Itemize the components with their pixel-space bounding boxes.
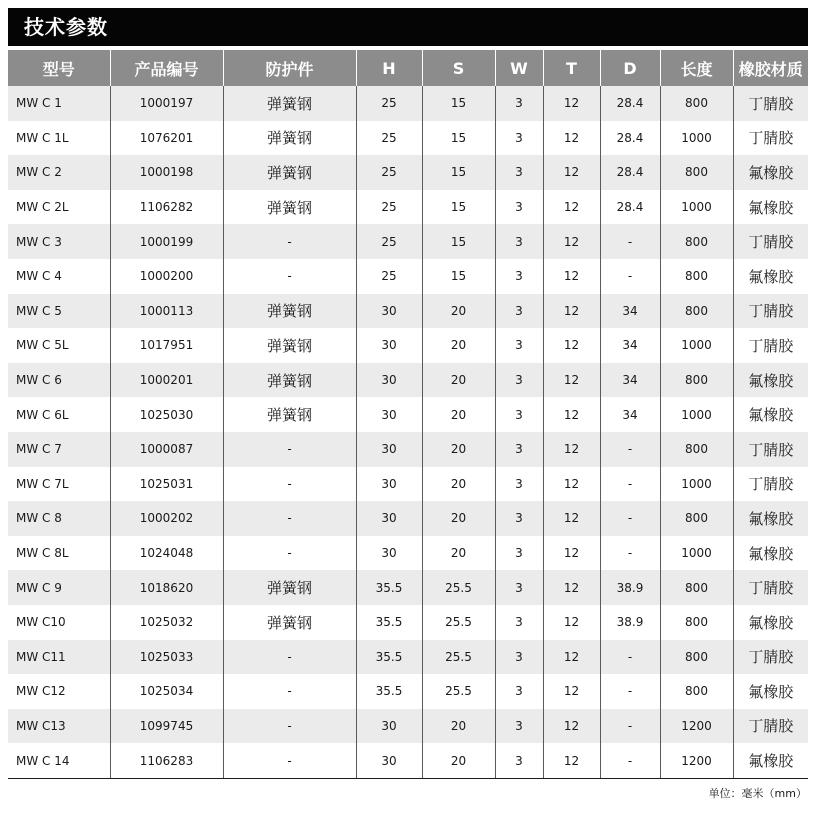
cell-protector: -	[223, 640, 356, 675]
cell-rubber-material: 丁腈胶	[733, 640, 808, 675]
cell-d: -	[600, 674, 660, 709]
cell-protector: -	[223, 467, 356, 502]
cell-protector: 弹簧钢	[223, 294, 356, 329]
cell-product-number: 1024048	[110, 536, 223, 571]
cell-length: 800	[660, 432, 733, 467]
cell-s: 20	[422, 363, 495, 398]
cell-protector: 弹簧钢	[223, 155, 356, 190]
cell-t: 12	[543, 224, 600, 259]
cell-protector: 弹簧钢	[223, 397, 356, 432]
cell-protector: -	[223, 536, 356, 571]
cell-h: 35.5	[356, 570, 422, 605]
cell-model: MW C 7L	[8, 467, 110, 502]
cell-h: 30	[356, 397, 422, 432]
col-header-h: H	[356, 50, 422, 86]
cell-length: 800	[660, 155, 733, 190]
cell-d: 28.4	[600, 155, 660, 190]
cell-rubber-material: 氟橡胶	[733, 501, 808, 536]
cell-w: 3	[495, 224, 543, 259]
cell-h: 35.5	[356, 605, 422, 640]
cell-s: 15	[422, 224, 495, 259]
page-title: 技术参数	[8, 8, 808, 46]
col-header-d: D	[600, 50, 660, 86]
table-row	[8, 709, 808, 744]
cell-model: MW C12	[8, 674, 110, 709]
col-header-protector: 防护件	[223, 50, 356, 86]
cell-s: 20	[422, 536, 495, 571]
cell-rubber-material: 氟橡胶	[733, 605, 808, 640]
table-body	[8, 86, 808, 778]
cell-product-number: 1099745	[110, 709, 223, 744]
cell-product-number: 1017951	[110, 328, 223, 363]
cell-t: 12	[543, 501, 600, 536]
cell-h: 25	[356, 121, 422, 156]
cell-t: 12	[543, 294, 600, 329]
table-row	[8, 328, 808, 363]
col-header-product-number: 产品编号	[110, 50, 223, 86]
cell-product-number: 1025031	[110, 467, 223, 502]
cell-w: 3	[495, 674, 543, 709]
cell-rubber-material: 丁腈胶	[733, 86, 808, 121]
cell-product-number: 1000197	[110, 86, 223, 121]
cell-model: MW C 9	[8, 570, 110, 605]
cell-s: 25.5	[422, 674, 495, 709]
cell-s: 20	[422, 467, 495, 502]
cell-h: 25	[356, 86, 422, 121]
table-row	[8, 397, 808, 432]
cell-length: 800	[660, 363, 733, 398]
cell-w: 3	[495, 294, 543, 329]
cell-s: 25.5	[422, 605, 495, 640]
cell-model: MW C 1	[8, 86, 110, 121]
table-row	[8, 121, 808, 156]
cell-t: 12	[543, 397, 600, 432]
cell-h: 30	[356, 363, 422, 398]
cell-model: MW C 5	[8, 294, 110, 329]
cell-h: 25	[356, 190, 422, 225]
cell-length: 1000	[660, 536, 733, 571]
cell-product-number: 1025034	[110, 674, 223, 709]
cell-d: -	[600, 432, 660, 467]
cell-d: -	[600, 709, 660, 744]
cell-product-number: 1106283	[110, 743, 223, 778]
cell-protector: 弹簧钢	[223, 121, 356, 156]
cell-model: MW C 3	[8, 224, 110, 259]
table-row	[8, 467, 808, 502]
cell-length: 1000	[660, 467, 733, 502]
cell-s: 15	[422, 86, 495, 121]
cell-w: 3	[495, 640, 543, 675]
cell-h: 35.5	[356, 674, 422, 709]
cell-w: 3	[495, 155, 543, 190]
cell-length: 800	[660, 640, 733, 675]
cell-w: 3	[495, 536, 543, 571]
col-header-model: 型号	[8, 50, 110, 86]
cell-product-number: 1025033	[110, 640, 223, 675]
cell-h: 30	[356, 328, 422, 363]
cell-d: -	[600, 224, 660, 259]
cell-protector: -	[223, 743, 356, 778]
table-row	[8, 674, 808, 709]
cell-length: 800	[660, 224, 733, 259]
cell-s: 20	[422, 397, 495, 432]
cell-product-number: 1000201	[110, 363, 223, 398]
cell-protector: -	[223, 224, 356, 259]
cell-model: MW C 2L	[8, 190, 110, 225]
cell-protector: 弹簧钢	[223, 570, 356, 605]
cell-w: 3	[495, 570, 543, 605]
cell-length: 1200	[660, 709, 733, 744]
cell-length: 800	[660, 294, 733, 329]
cell-length: 800	[660, 259, 733, 294]
cell-rubber-material: 氟橡胶	[733, 397, 808, 432]
cell-model: MW C 6	[8, 363, 110, 398]
col-header-s: S	[422, 50, 495, 86]
cell-t: 12	[543, 363, 600, 398]
cell-product-number: 1018620	[110, 570, 223, 605]
cell-d: -	[600, 259, 660, 294]
table-row	[8, 363, 808, 398]
cell-w: 3	[495, 743, 543, 778]
cell-product-number: 1076201	[110, 121, 223, 156]
cell-t: 12	[543, 328, 600, 363]
table-row	[8, 432, 808, 467]
cell-t: 12	[543, 432, 600, 467]
cell-product-number: 1000199	[110, 224, 223, 259]
cell-h: 30	[356, 743, 422, 778]
cell-rubber-material: 氟橡胶	[733, 190, 808, 225]
cell-protector: -	[223, 709, 356, 744]
cell-rubber-material: 氟橡胶	[733, 674, 808, 709]
cell-d: 34	[600, 328, 660, 363]
cell-s: 20	[422, 501, 495, 536]
cell-product-number: 1000202	[110, 501, 223, 536]
cell-t: 12	[543, 86, 600, 121]
cell-d: -	[600, 467, 660, 502]
cell-w: 3	[495, 259, 543, 294]
table-row	[8, 605, 808, 640]
table-header-row	[8, 50, 808, 86]
cell-model: MW C 5L	[8, 328, 110, 363]
cell-product-number: 1106282	[110, 190, 223, 225]
cell-s: 20	[422, 432, 495, 467]
cell-protector: 弹簧钢	[223, 190, 356, 225]
unit-note: 单位：毫米（mm）	[708, 787, 807, 800]
table-row	[8, 224, 808, 259]
cell-length: 800	[660, 570, 733, 605]
cell-s: 20	[422, 743, 495, 778]
cell-d: 38.9	[600, 570, 660, 605]
cell-t: 12	[543, 190, 600, 225]
table-row	[8, 86, 808, 121]
cell-protector: -	[223, 432, 356, 467]
cell-rubber-material: 丁腈胶	[733, 224, 808, 259]
cell-model: MW C 8L	[8, 536, 110, 571]
cell-t: 12	[543, 121, 600, 156]
spec-table	[8, 50, 808, 778]
col-header-w: W	[495, 50, 543, 86]
cell-s: 15	[422, 155, 495, 190]
cell-model: MW C13	[8, 709, 110, 744]
cell-model: MW C 2	[8, 155, 110, 190]
cell-rubber-material: 氟橡胶	[733, 155, 808, 190]
cell-w: 3	[495, 328, 543, 363]
cell-protector: -	[223, 674, 356, 709]
cell-h: 30	[356, 432, 422, 467]
cell-d: 34	[600, 294, 660, 329]
cell-s: 20	[422, 328, 495, 363]
cell-rubber-material: 氟橡胶	[733, 536, 808, 571]
cell-rubber-material: 氟橡胶	[733, 363, 808, 398]
cell-rubber-material: 丁腈胶	[733, 432, 808, 467]
cell-model: MW C 7	[8, 432, 110, 467]
table-row	[8, 259, 808, 294]
table-row	[8, 155, 808, 190]
cell-d: 38.9	[600, 605, 660, 640]
cell-w: 3	[495, 709, 543, 744]
cell-protector: -	[223, 501, 356, 536]
cell-length: 800	[660, 86, 733, 121]
cell-rubber-material: 氟橡胶	[733, 743, 808, 778]
table-row	[8, 536, 808, 571]
cell-w: 3	[495, 432, 543, 467]
cell-protector: -	[223, 259, 356, 294]
cell-t: 12	[543, 155, 600, 190]
cell-d: 34	[600, 363, 660, 398]
table-row	[8, 190, 808, 225]
cell-h: 30	[356, 536, 422, 571]
cell-length: 800	[660, 674, 733, 709]
cell-model: MW C10	[8, 605, 110, 640]
cell-length: 1000	[660, 121, 733, 156]
cell-h: 25	[356, 259, 422, 294]
cell-rubber-material: 丁腈胶	[733, 121, 808, 156]
cell-d: -	[600, 640, 660, 675]
cell-t: 12	[543, 605, 600, 640]
cell-d: 28.4	[600, 86, 660, 121]
cell-t: 12	[543, 743, 600, 778]
cell-d: 34	[600, 397, 660, 432]
cell-length: 800	[660, 501, 733, 536]
cell-rubber-material: 氟橡胶	[733, 259, 808, 294]
cell-w: 3	[495, 605, 543, 640]
table-row	[8, 743, 808, 778]
cell-model: MW C 14	[8, 743, 110, 778]
cell-d: 28.4	[600, 121, 660, 156]
cell-t: 12	[543, 536, 600, 571]
cell-product-number: 1025030	[110, 397, 223, 432]
cell-s: 20	[422, 709, 495, 744]
cell-h: 30	[356, 294, 422, 329]
cell-length: 1200	[660, 743, 733, 778]
cell-product-number: 1000087	[110, 432, 223, 467]
cell-model: MW C 4	[8, 259, 110, 294]
cell-d: -	[600, 501, 660, 536]
cell-product-number: 1000113	[110, 294, 223, 329]
cell-s: 15	[422, 121, 495, 156]
table-row	[8, 570, 808, 605]
cell-t: 12	[543, 674, 600, 709]
cell-s: 25.5	[422, 640, 495, 675]
cell-rubber-material: 丁腈胶	[733, 294, 808, 329]
cell-w: 3	[495, 501, 543, 536]
cell-h: 30	[356, 709, 422, 744]
cell-product-number: 1000198	[110, 155, 223, 190]
cell-product-number: 1025032	[110, 605, 223, 640]
cell-length: 800	[660, 605, 733, 640]
table-row	[8, 294, 808, 329]
cell-protector: 弹簧钢	[223, 605, 356, 640]
cell-t: 12	[543, 570, 600, 605]
cell-t: 12	[543, 259, 600, 294]
cell-length: 1000	[660, 190, 733, 225]
cell-d: -	[600, 743, 660, 778]
table-row	[8, 640, 808, 675]
cell-s: 15	[422, 259, 495, 294]
cell-s: 15	[422, 190, 495, 225]
cell-w: 3	[495, 467, 543, 502]
cell-model: MW C 6L	[8, 397, 110, 432]
cell-h: 25	[356, 155, 422, 190]
cell-model: MW C 8	[8, 501, 110, 536]
bottom-divider	[8, 778, 808, 779]
cell-w: 3	[495, 363, 543, 398]
cell-length: 1000	[660, 397, 733, 432]
cell-rubber-material: 丁腈胶	[733, 328, 808, 363]
col-header-t: T	[543, 50, 600, 86]
cell-protector: 弹簧钢	[223, 363, 356, 398]
cell-length: 1000	[660, 328, 733, 363]
cell-rubber-material: 丁腈胶	[733, 709, 808, 744]
cell-w: 3	[495, 121, 543, 156]
cell-w: 3	[495, 190, 543, 225]
cell-h: 25	[356, 224, 422, 259]
cell-h: 30	[356, 467, 422, 502]
cell-t: 12	[543, 709, 600, 744]
cell-s: 20	[422, 294, 495, 329]
cell-d: 28.4	[600, 190, 660, 225]
col-header-rubber-material: 橡胶材质	[733, 50, 808, 86]
cell-s: 25.5	[422, 570, 495, 605]
table-row	[8, 501, 808, 536]
cell-h: 30	[356, 501, 422, 536]
cell-product-number: 1000200	[110, 259, 223, 294]
cell-w: 3	[495, 397, 543, 432]
cell-h: 35.5	[356, 640, 422, 675]
cell-t: 12	[543, 467, 600, 502]
cell-rubber-material: 丁腈胶	[733, 570, 808, 605]
cell-t: 12	[543, 640, 600, 675]
col-header-length: 长度	[660, 50, 733, 86]
cell-protector: 弹簧钢	[223, 328, 356, 363]
cell-model: MW C 1L	[8, 121, 110, 156]
cell-rubber-material: 丁腈胶	[733, 467, 808, 502]
cell-model: MW C11	[8, 640, 110, 675]
cell-w: 3	[495, 86, 543, 121]
cell-d: -	[600, 536, 660, 571]
cell-protector: 弹簧钢	[223, 86, 356, 121]
